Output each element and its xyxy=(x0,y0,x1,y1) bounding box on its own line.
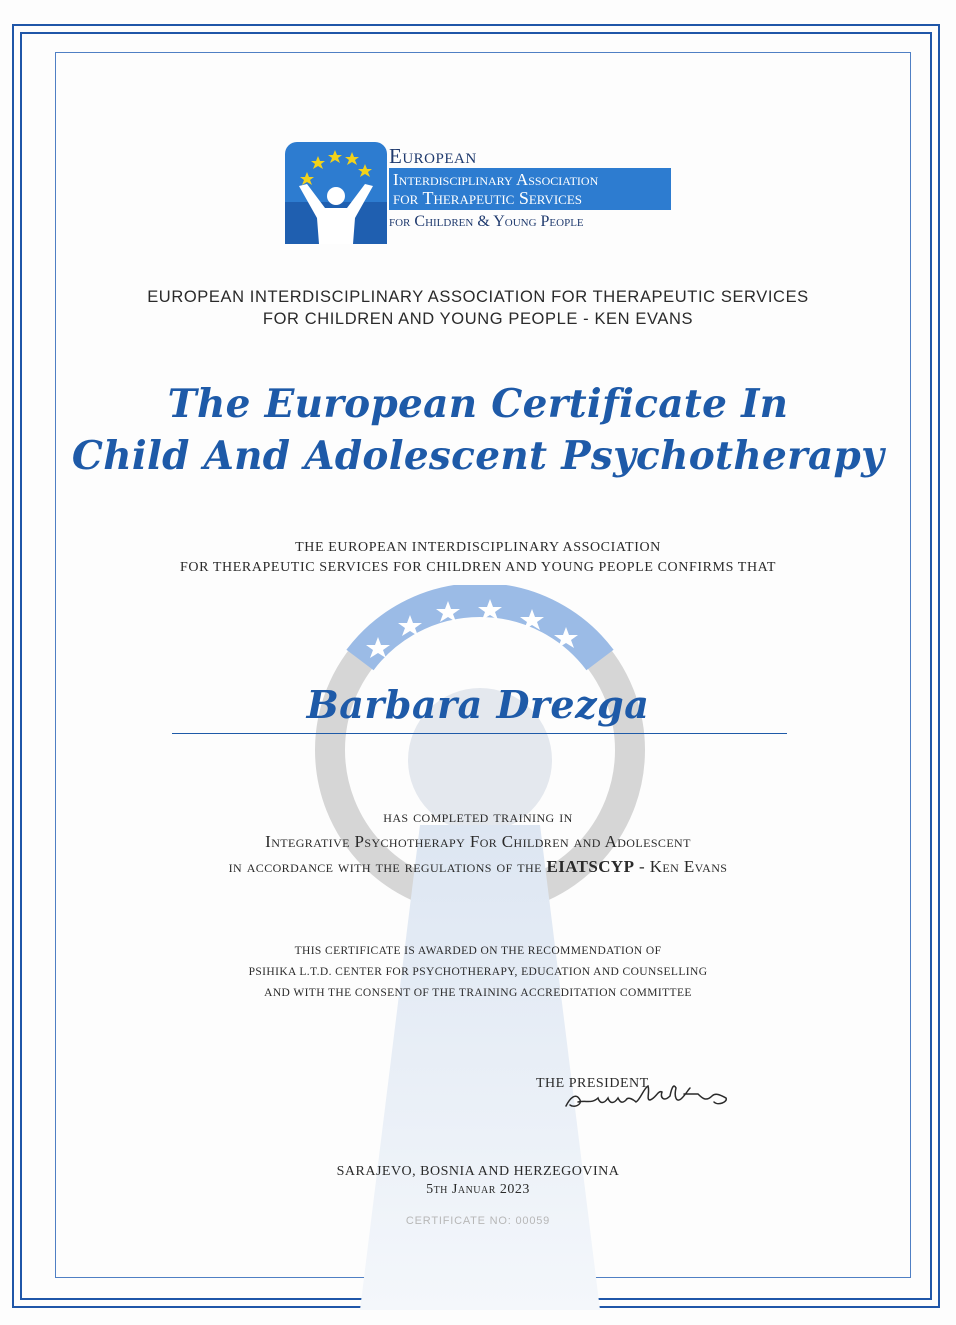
completion-line-3 xyxy=(0,854,956,879)
confirms-line-1: THE EUROPEAN INTERDISCIPLINARY ASSOCIATION xyxy=(295,540,661,555)
president-label: THE PRESIDENT xyxy=(536,1076,649,1091)
logo-line-children: for Children & Young People xyxy=(389,213,584,230)
recipient-underline xyxy=(172,733,787,734)
logo-line-european: European xyxy=(389,144,477,168)
award-statement xyxy=(0,941,956,1004)
logo-line-therapeutic: for Therapeutic Services xyxy=(393,188,582,208)
completion-line-3-suffix: - Ken Evans xyxy=(634,857,728,876)
awarded-line-2: PSIHIKA L.T.D. CENTER FOR PSYCHOTHERAPY, EDUCATION AND COUNSELLING xyxy=(248,966,708,978)
confirms-line-2: FOR THERAPEUTIC SERVICES FOR CHILDREN AND YOUNG PEOPLE CONFIRMS THAT xyxy=(180,560,776,575)
organization-line-1: EUROPEAN INTERDISCIPLINARY ASSOCIATION FOR THERAPEUTIC SERVICES xyxy=(147,288,809,306)
title-line-2: Child And Adolescent Psychotherapy xyxy=(71,433,885,479)
confirmation-text xyxy=(0,538,956,578)
awarded-line-3: AND WITH THE CONSENT OF THE TRAINING ACCREDITATION COMMITTEE xyxy=(264,987,692,999)
logo-emblem-icon xyxy=(285,142,387,244)
organization-name xyxy=(0,286,956,330)
logo-band xyxy=(389,168,671,210)
association-logo xyxy=(285,140,675,246)
issue-date: 5th Januar 2023 xyxy=(426,1182,530,1197)
logo-wordmark xyxy=(389,146,679,230)
place-and-date xyxy=(0,1163,956,1199)
logo-line-interdisciplinary: Interdisciplinary Association xyxy=(393,170,599,189)
certificate-number: CERTIFICATE NO: 00059 xyxy=(405,1215,551,1227)
title-line-1: The European Certificate In xyxy=(167,381,789,427)
organization-line-2: FOR CHILDREN AND YOUNG PEOPLE - KEN EVANS xyxy=(262,310,694,328)
recipient-name: Barbara Drezga xyxy=(306,682,650,727)
completion-text xyxy=(0,804,956,879)
completion-line-3-prefix: in accordance with the regulations of the xyxy=(228,857,547,876)
issue-place: SARAJEVO, BOSNIA AND HERZEGOVINA xyxy=(336,1164,620,1179)
completion-organization-acronym: EIATSCYP xyxy=(546,857,635,876)
certificate-title xyxy=(0,378,956,482)
president-signature xyxy=(556,1078,740,1118)
completion-line-1: has completed training in xyxy=(383,807,573,826)
awarded-line-1: THIS CERTIFICATE IS AWARDED ON THE RECOMMENDATION OF xyxy=(294,945,662,957)
completion-line-2: Integrative Psychotherapy For Children and Adolescent xyxy=(265,832,691,851)
